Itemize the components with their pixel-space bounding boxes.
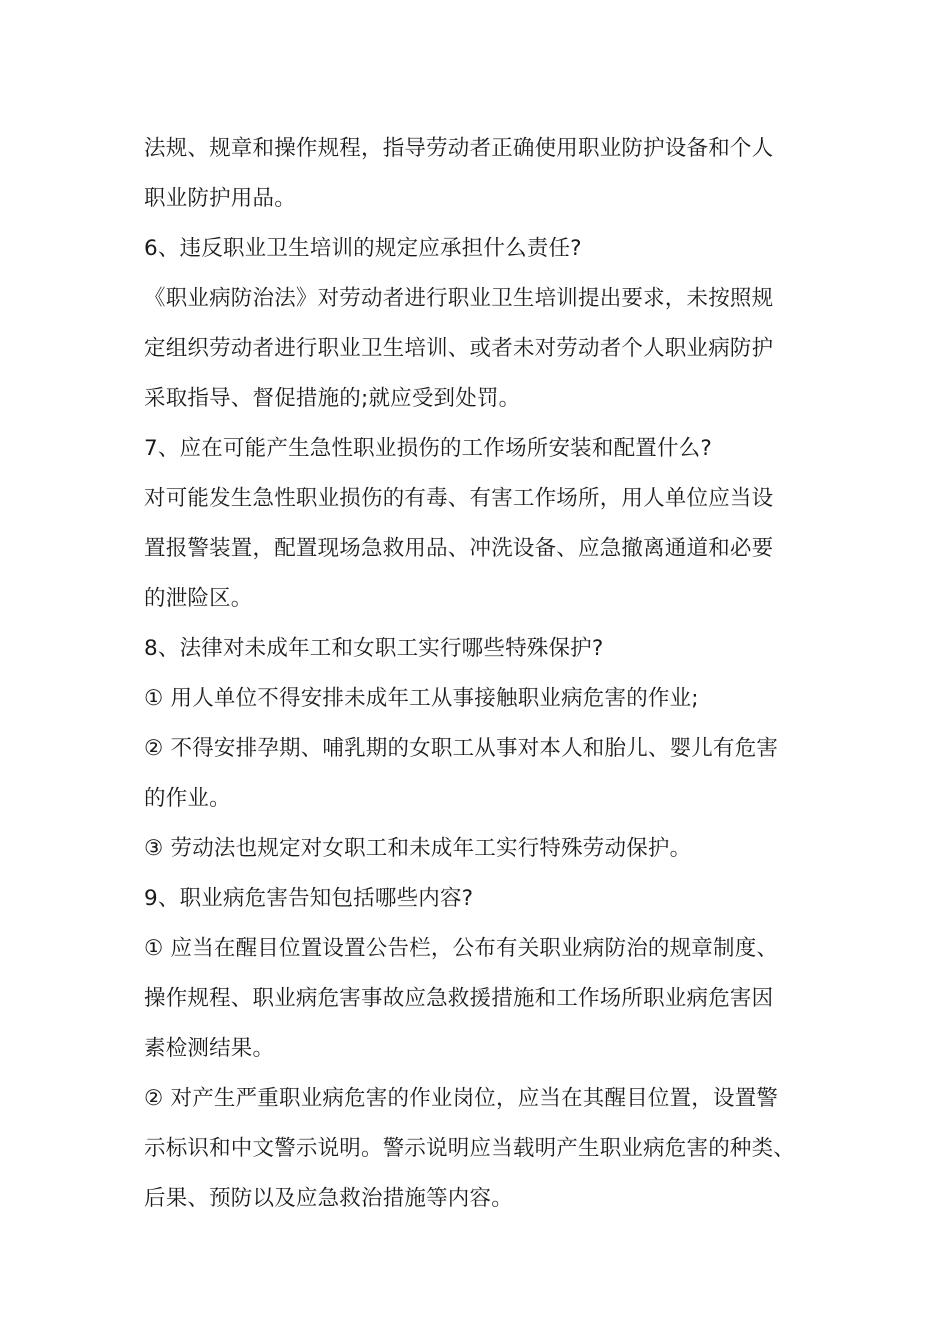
paragraph-line: 《职业病防治法》对劳动者进行职业卫生培训提出要求，未按照规 xyxy=(144,286,774,311)
list-item-line: 示标识和中文警示说明。警示说明应当载明产生职业病危害的种类、 xyxy=(144,1136,796,1161)
list-item-line: ② 对产生严重职业病危害的作业岗位，应当在其醒目位置，设置警 xyxy=(144,1086,779,1111)
list-item-line: ② 不得安排孕期、哺乳期的女职工从事对本人和胎儿、婴儿有危害 xyxy=(144,736,779,761)
paragraph-line: 对可能发生急性职业损伤的有毒、有害工作场所，用人单位应当设 xyxy=(144,486,774,511)
paragraph-line: 职业防护用品。 xyxy=(144,186,296,211)
paragraph-line: 置报警装置，配置现场急救用品、冲洗设备、应急撤离通道和必要 xyxy=(144,536,774,561)
document-body xyxy=(144,124,834,1224)
list-item-line: 后果、预防以及应急救治措施等内容。 xyxy=(144,1186,513,1211)
paragraph-line: 定组织劳动者进行职业卫生培训、或者未对劳动者个人职业病防护 xyxy=(144,336,774,361)
paragraph-line: 法规、规章和操作规程，指导劳动者正确使用职业防护设备和个人 xyxy=(144,136,774,161)
list-item-line: ① 用人单位不得安排未成年工从事接触职业病危害的作业; xyxy=(144,686,699,711)
paragraph-line: 采取指导、督促措施的;就应受到处罚。 xyxy=(144,386,521,411)
question-heading-7: 7、应在可能产生急性职业损伤的工作场所安装和配置什么? xyxy=(144,436,712,461)
list-item-line: 操作规程、职业病危害事故应急救援措施和工作场所职业病危害因 xyxy=(144,986,774,1011)
question-heading-6: 6、违反职业卫生培训的规定应承担什么责任? xyxy=(144,236,582,261)
question-heading-9: 9、职业病危害告知包括哪些内容? xyxy=(144,886,474,911)
list-item-line: 素检测结果。 xyxy=(144,1036,275,1061)
question-heading-8: 8、法律对未成年工和女职工实行哪些特殊保护? xyxy=(144,636,604,661)
list-item-line: 的作业。 xyxy=(144,786,231,811)
paragraph-line: 的泄险区。 xyxy=(144,586,253,611)
list-item-line: ① 应当在醒目位置设置公告栏，公布有关职业病防治的规章制度、 xyxy=(144,936,779,961)
list-item-line: ③ 劳动法也规定对女职工和未成年工实行特殊劳动保护。 xyxy=(144,836,692,861)
